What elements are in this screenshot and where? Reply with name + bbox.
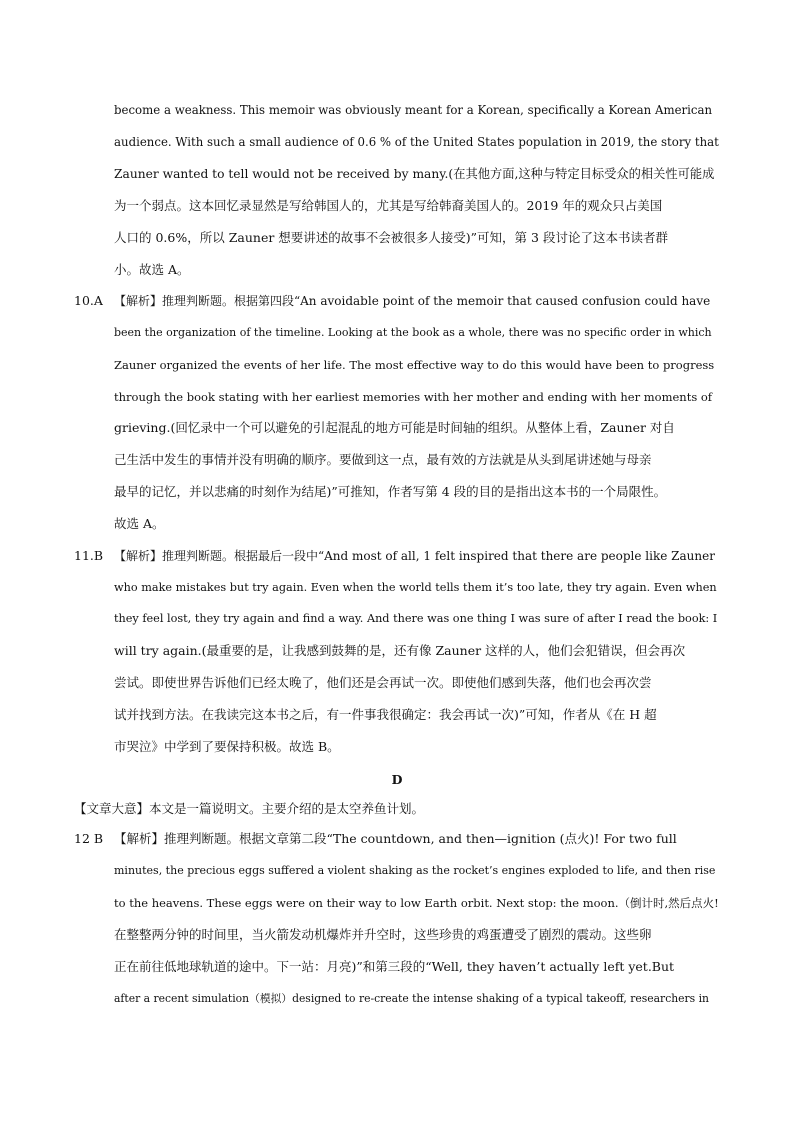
text-line: 为一个弱点。这本回忆录显然是写给韩国人的，尤其是写给韩裔美国人的。2019 年的观众只占美国 bbox=[114, 198, 663, 213]
text-line: they feel lost, they try again and find a way. And there was one thing I was sure of after I read the book: I bbox=[114, 612, 718, 625]
text-line: to the heavens. These eggs were on their way to low Earth orbit. Next stop: the moon.（倒计时,然后点火! bbox=[114, 896, 719, 910]
text-line: who make mistakes but try again. Even when the world tells them it’s too late, they try again. Even when bbox=[114, 581, 717, 594]
text-line: 【解析】推理判断题。根据最后一段中“And most of all, 1 felt inspired that there are people like Zauner bbox=[114, 549, 715, 563]
question-number: 10.A bbox=[74, 293, 103, 308]
text-line: minutes, the precious eggs suffered a violent shaking as the rocket’s engines exploded to life, and then rise bbox=[114, 864, 716, 877]
text-line: Zauner organized the events of her life. The most effective way to do this would have been to progress bbox=[114, 358, 715, 372]
text-line: 尝试。即使世界告诉他们已经太晚了，他们还是会再试一次。即使他们感到失落，他们也会再次尝 bbox=[114, 675, 652, 690]
text-line: audience. With such a small audience of 0.6 % of the United States population in 2019, the story that bbox=[114, 135, 719, 149]
question-number: 11.B bbox=[74, 548, 104, 563]
section-heading: D bbox=[391, 772, 403, 787]
text-line: 试并找到方法。在我读完这本书之后，有一件事我很确定：我会再试一次)”可知，作者从《在 H 超 bbox=[114, 707, 657, 722]
text-line: 市哭泣》中学到了要保持积极。故选 B。 bbox=[114, 739, 340, 754]
text-line: 【解析】推理判断题。根据第四段“An avoidable point of the memoir that caused confusion could have bbox=[114, 294, 711, 308]
text-line: 在整整两分钟的时间里，当火箭发动机爆炸并升空时，这些珍贵的鸡蛋遭受了剧烈的震动。这些卵 bbox=[114, 927, 652, 942]
text-line: grieving.(回忆录中一个可以避免的引起混乱的地方可能是时间轴的组织。从整体上看，Zauner 对自 bbox=[114, 420, 675, 435]
text-line: 正在前往低地球轨道的途中。下一站：月亮)”和第三段的“Well, they haven’t actually left yet.But bbox=[114, 959, 675, 974]
text-line: 小。故选 A。 bbox=[114, 262, 190, 277]
text-line: through the book stating with her earliest memories with her mother and ending with her moments of bbox=[114, 390, 713, 404]
text-line: been the organization of the timeline. Looking at the book as a whole, there was no specific order in which bbox=[114, 326, 712, 339]
text-line: after a recent simulation（模拟）designed to re-create the intense shaking of a typical takeoff, researchers in bbox=[114, 992, 709, 1005]
text-line: become a weakness. This memoir was obviously meant for a Korean, specifically a Korean American bbox=[114, 103, 713, 117]
text-line: 故选 A。 bbox=[114, 516, 165, 531]
text-line: 人口的 0.6%，所以 Zauner 想要讲述的故事不会被很多人接受)”可知，第 3 段讨论了这本书读者群 bbox=[114, 230, 668, 245]
text-line: 己生活中发生的事情并没有明确的顺序。要做到这一点，最有效的方法就是从头到尾讲述她与母亲 bbox=[114, 452, 652, 467]
text-line: 最早的记忆，并以悲痛的时刻作为结尾)”可推知，作者写第 4 段的目的是指出这本书的一个局限性。 bbox=[114, 484, 667, 499]
question-number: 12 B bbox=[74, 831, 104, 846]
text-line: will try again.(最重要的是，让我感到鼓舞的是，还有像 Zauner 这样的人，他们会犯错误，但会再次 bbox=[114, 643, 686, 658]
section-intro: 【文章大意】本文是一篇说明文。主要介绍的是太空养鱼计划。 bbox=[74, 801, 425, 816]
text-line: Zauner wanted to tell would not be received by many.(在其他方面,这种与特定目标受众的相关性可能成 bbox=[114, 167, 715, 181]
text-line: 【解析】推理判断题。根据文章第二段“The countdown, and then—ignition (点火)! For two full bbox=[114, 831, 677, 846]
